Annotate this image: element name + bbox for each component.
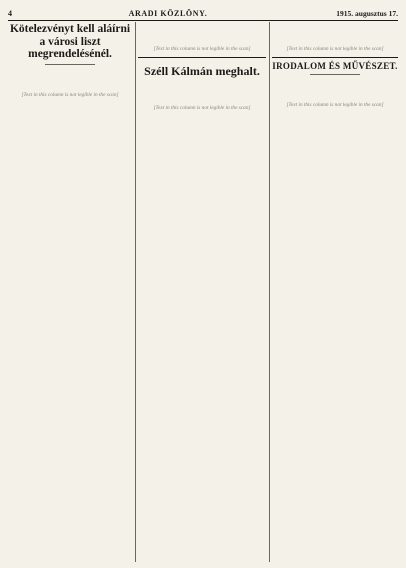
masthead [8, 6, 398, 21]
divider [310, 74, 360, 75]
divider [138, 57, 266, 58]
column-1 [8, 22, 132, 562]
column-3 [272, 22, 398, 562]
section-heading: IRODALOM ÉS MŰVÉSZET. [272, 60, 398, 71]
obituary-headline: Széll Kálmán meghalt. [144, 63, 260, 78]
article-body: [Text in this column is not legible in the scan] [21, 91, 119, 98]
column-divider [269, 22, 270, 562]
divider [272, 57, 398, 58]
obituary-body: [Text in this column is not legible in the scan] [153, 104, 251, 111]
article-columns [8, 22, 398, 562]
column-2 [138, 22, 266, 562]
article-headline: Kötelezvényt kell aláírni a városi liszt megrendelésénél. [9, 23, 131, 60]
issue-date: 1915. augusztus 17. [336, 9, 398, 18]
article-body-continued: [Text in this column is not legible in the scan] [286, 46, 384, 52]
newspaper-title: ARADI KÖZLÖNY. [128, 9, 208, 18]
article-body-continued: [Text in this column is not legible in the scan] [153, 46, 251, 52]
divider [45, 64, 95, 65]
section-body: [Text in this column is not legible in the scan] [286, 101, 384, 108]
page-number: 4 [8, 9, 12, 18]
column-divider [135, 22, 136, 562]
